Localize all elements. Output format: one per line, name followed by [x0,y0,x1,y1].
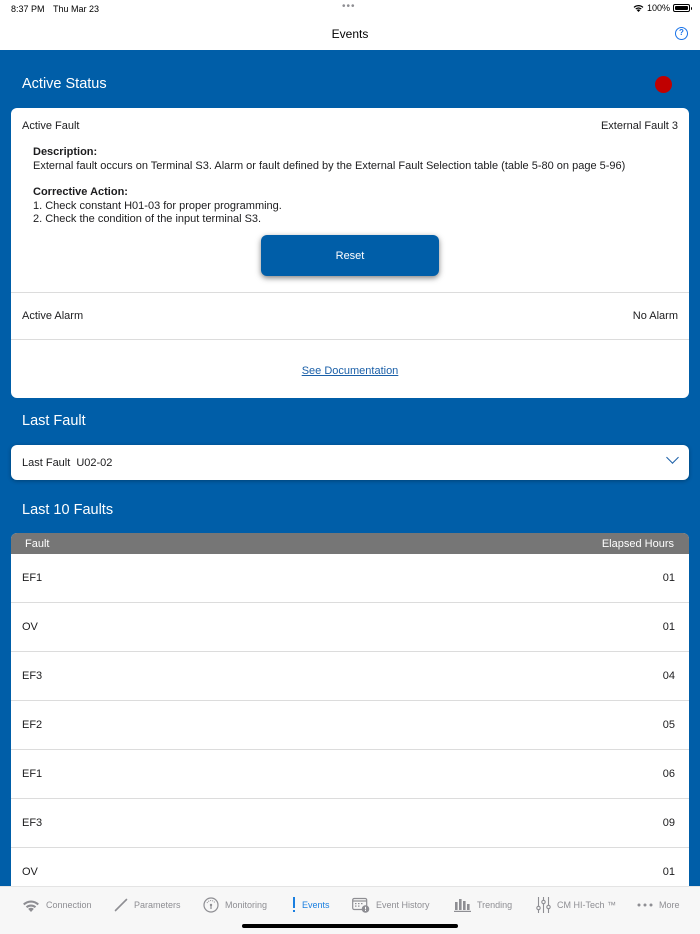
calendar-alert-icon [352,897,370,913]
tab-label: CM HI-Tech ™ [557,900,617,910]
fault-code: EF3 [22,817,43,829]
fault-code: EF2 [22,719,43,731]
column-header-fault: Fault [25,537,50,550]
elapsed-hours: 05 [662,719,675,731]
tab-parameters[interactable] [114,896,181,914]
gauge-icon [203,897,219,913]
exclamation-icon [292,897,296,913]
wifi-icon [22,899,40,912]
active-alarm-label: Active Alarm [22,310,84,322]
elapsed-hours: 01 [662,621,675,633]
tab-label: Trending [477,900,513,910]
table-row[interactable] [11,799,689,848]
battery-icon [673,4,690,12]
elapsed-hours: 06 [662,768,675,780]
last-fault-title: Last Fault [22,413,86,429]
tab-event-history[interactable] [352,896,430,914]
reset-button[interactable]: Reset [261,235,439,276]
active-alarm-row [11,310,689,322]
table-header [11,533,689,554]
tab-more[interactable] [637,896,680,914]
divider [11,339,689,340]
column-header-elapsed-hours: Elapsed Hours [601,537,674,550]
last-fault-value: U02-02 [76,456,113,469]
fault-code: OV [22,866,38,878]
last-10-faults-title: Last 10 Faults [22,502,114,518]
table-row[interactable] [11,652,689,701]
description-text: External fault occurs on Terminal S3. Alarm or fault defined by the External Fault Selection table (table 5-80 on page 5-96) [33,159,626,172]
home-indicator[interactable] [242,924,458,928]
description-heading: Description: [33,146,98,158]
corrective-action-heading: Corrective Action: [33,186,128,198]
active-status-card [11,108,689,398]
table-row[interactable] [11,701,689,750]
more-dots-icon [637,903,653,907]
tab-label: Event History [376,900,430,910]
corrective-step: 2. Check the condition of the input terminal S3. [33,213,262,225]
status-time: 8:37 PM [11,4,45,14]
tab-connection[interactable] [22,896,92,914]
tab-label: More [659,900,680,910]
elapsed-hours: 09 [662,817,675,829]
table-row[interactable] [11,848,689,886]
tab-events[interactable] [292,896,330,914]
last-fault-label: Last Fault [22,456,71,469]
fault-code: OV [22,621,38,633]
navigation-bar [0,18,700,50]
multitask-dots[interactable]: ••• [342,1,356,12]
status-bar [0,0,700,18]
active-alarm-value: No Alarm [632,310,678,322]
tab-label: Parameters [134,900,181,910]
fault-code: EF3 [22,670,43,682]
tab-label: Monitoring [225,900,268,910]
table-row[interactable] [11,554,689,603]
fault-code: EF1 [22,572,43,584]
wifi-status-icon [633,4,644,12]
battery-percent: 100% [646,3,670,13]
table-row[interactable] [11,603,689,652]
tab-monitoring[interactable] [203,896,267,914]
tab-label: Connection [46,900,92,910]
tab-trending[interactable] [454,896,512,914]
last-fault-dropdown[interactable] [11,445,689,480]
help-icon[interactable]: ? [675,27,688,40]
elapsed-hours: 01 [662,866,675,878]
bar-chart-icon [454,898,471,912]
fault-details [33,146,625,227]
elapsed-hours: 01 [662,572,675,584]
see-documentation-link[interactable]: See Documentation [301,365,399,377]
pencil-icon [114,898,128,912]
tab-cm-hi-tech[interactable] [536,896,616,914]
corrective-step: 1. Check constant H01-03 for proper programming. [33,199,282,212]
tab-label: Events [302,900,330,910]
active-fault-row [11,120,689,132]
status-date: Thu Mar 23 [53,4,100,14]
events-content[interactable] [0,50,700,886]
faults-table[interactable] [11,533,689,886]
chevron-down-icon[interactable] [666,451,679,464]
table-row[interactable] [11,750,689,799]
page-title: Events [331,27,369,41]
fault-code: EF1 [22,768,43,780]
active-fault-label: Active Fault [22,120,80,132]
divider [11,292,689,293]
active-fault-value: External Fault 3 [600,120,678,132]
fault-status-indicator [655,76,672,93]
active-status-title: Active Status [22,76,107,92]
sliders-icon [536,897,551,913]
elapsed-hours: 04 [662,670,675,682]
